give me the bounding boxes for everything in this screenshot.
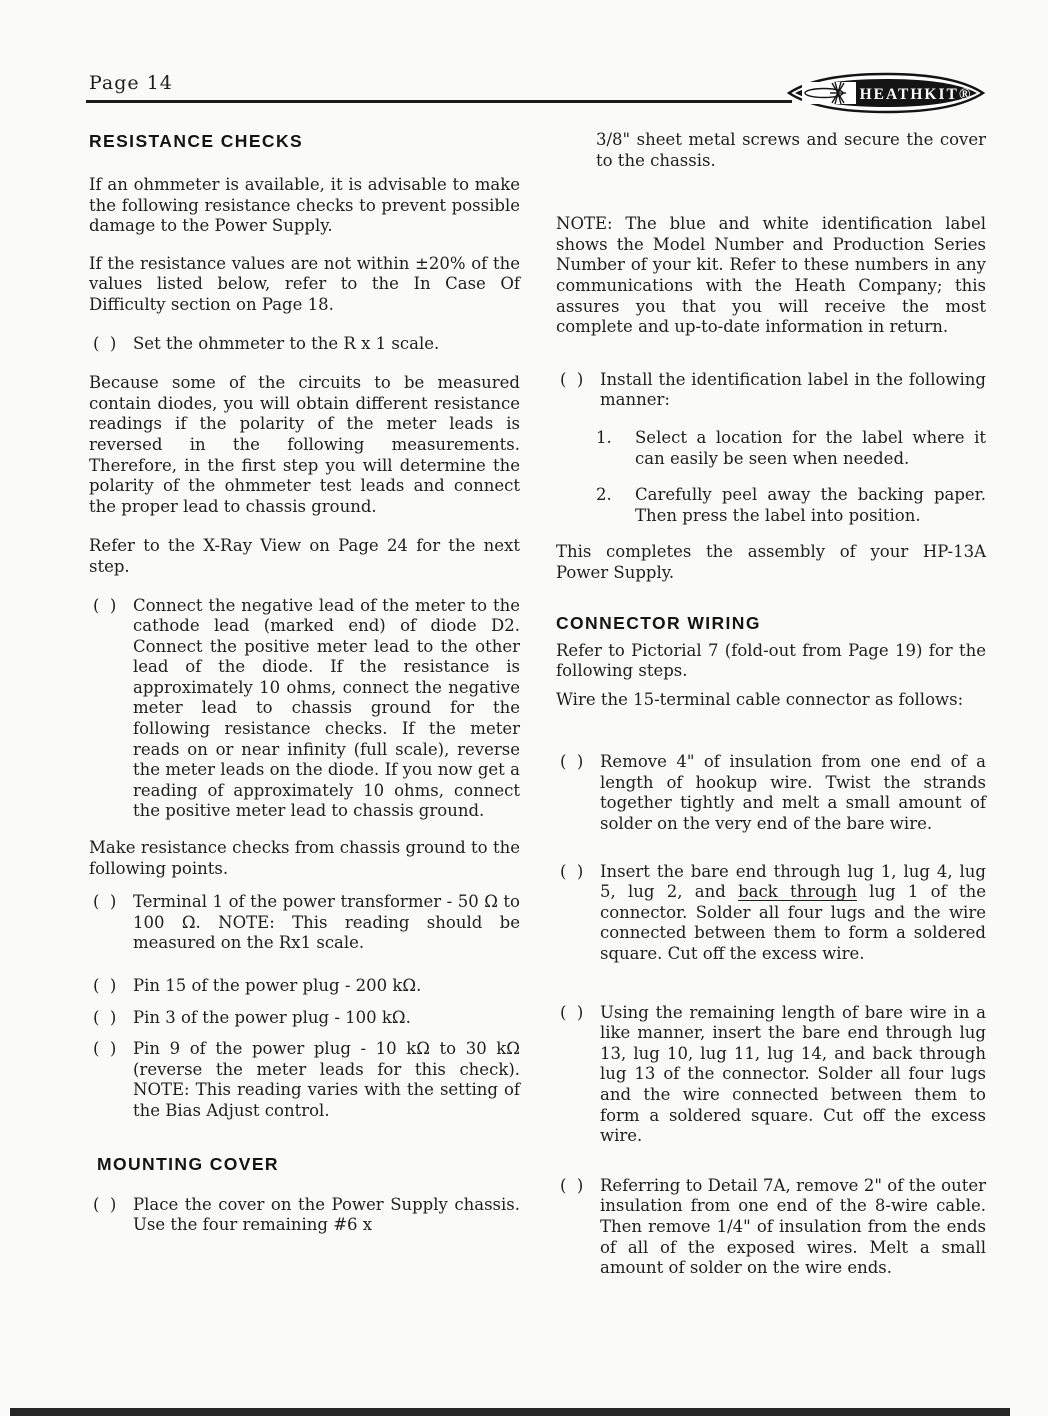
checklist-item: [556, 1176, 986, 1279]
numbered-item: [556, 428, 986, 469]
paragraph: Because some of the circuits to be measured contain diodes, you will obtain different resistance readings if the polarity of the meter leads is reversed in the following measurements. Therefore, in the first step you will determine the polarity of the ohmmeter test leads and connect the proper lead to chassis ground.: [89, 373, 520, 516]
checklist-item: [89, 976, 520, 997]
checkbox-marker: ( ): [93, 333, 117, 353]
heathkit-logo: [786, 70, 986, 116]
checklist-item-text: Terminal 1 of the power transformer - 50 Ω to 100 Ω. NOTE: This reading should be measured on the Rx1 scale.: [133, 892, 520, 953]
checklist-item-text: Remove 4" of insulation from one end of a length of hookup wire. Twist the strands together tightly and melt a small amount of solder on the very end of the bare wire.: [600, 752, 986, 834]
logo-brand-text: HEATHKIT®: [859, 86, 973, 103]
checklist-item-text: [600, 862, 986, 963]
checklist-continuation: 3/8" sheet metal screws and secure the cover to the chassis.: [596, 130, 986, 170]
page-bottom-bar: [10, 1408, 1010, 1416]
paragraph: Make resistance checks from chassis ground to the following points.: [89, 838, 520, 878]
checkbox-marker: ( ): [93, 892, 117, 912]
checkbox-marker: ( ): [93, 1007, 117, 1027]
paragraph: NOTE: The blue and white identification label shows the Model Number and Production Series Number of your kit. Refer to these numbers in any communications with the Heath Company; this assures you that you will receive the most complete and up-to-date information in return.: [556, 214, 986, 337]
paragraph: If an ohmmeter is available, it is advisable to make the following resistance checks to prevent possible damage to the Power Supply.: [89, 175, 520, 236]
checklist-item-text: Install the identification label in the following manner:: [600, 369, 986, 410]
page-number: Page 14: [89, 72, 173, 94]
numbered-item: [556, 485, 986, 526]
checklist-item: [556, 752, 986, 834]
checkbox-marker: ( ): [93, 1039, 117, 1059]
section-heading-resistance-checks: RESISTANCE CHECKS: [89, 131, 304, 151]
checklist-item-text: Pin 3 of the power plug - 100 kΩ.: [133, 1007, 411, 1027]
checklist-item-text: Referring to Detail 7A, remove 2" of the outer insulation from one end of the 8-wire cable. Then remove 1/4" of insulation from the ends of all of the exposed wires. Melt a small amount of solder on the wire ends.: [600, 1175, 986, 1278]
checklist-item: [556, 862, 986, 965]
right-column: [556, 130, 986, 1279]
checklist-item: [556, 1003, 986, 1147]
checklist-item-text: Place the cover on the Power Supply chassis. Use the four remaining #6 x: [133, 1194, 520, 1235]
checklist-item-text: Set the ohmmeter to the R x 1 scale.: [133, 333, 440, 353]
text-segment: Insert the bare end through lug 1, lug 4, lug 5, lug 2, and: [600, 861, 986, 902]
checkbox-marker: ( ): [93, 595, 117, 615]
paragraph: Refer to the X-Ray View on Page 24 for the next step.: [89, 536, 520, 576]
paragraph: This completes the assembly of your HP-13A Power Supply.: [556, 542, 986, 582]
checklist-item: [89, 1039, 520, 1121]
checklist-item: [89, 334, 520, 355]
section-heading-connector-wiring: CONNECTOR WIRING: [556, 612, 761, 633]
checklist-item: [89, 892, 520, 954]
checklist-item-text: Pin 15 of the power plug - 200 kΩ.: [133, 976, 422, 995]
paragraph: If the resistance values are not within ±20% of the values listed below, refer to the In Case Of Difficulty section on Page 18.: [89, 253, 520, 314]
checkbox-marker: ( ): [560, 369, 584, 389]
checklist-item-text: Pin 9 of the power plug - 10 kΩ to 30 kΩ (reverse the meter leads for this check). NOTE: This reading varies with the setting of the Bias Adjust control.: [133, 1039, 520, 1120]
checklist-item: [89, 1008, 520, 1029]
checklist-item-text: Using the remaining length of bare wire in a like manner, insert the bare end through lug 13, lug 10, lug 11, lug 14, and back through lug 13 of the connector. Solder all four lugs and the wire connected between them to form a soldered square. Cut off the excess wire.: [600, 1002, 986, 1146]
item-number: 1.: [596, 427, 612, 447]
checklist-item-text: Connect the negative lead of the meter to the cathode lead (marked end) of diode D2. Connect the positive meter lead to the other lead of the diode. If the resistance is approximately 10 ohms, connect the negative meter lead to chassis ground for the following resistance checks. If the meter reads on or near infinity (full scale), reverse the meter leads on the diode. If you now get a reading of approximately 10 ohms, connect the positive meter lead to chassis ground.: [133, 595, 520, 821]
checklist-item: [89, 596, 520, 823]
checkbox-marker: ( ): [560, 861, 584, 881]
text-segment: lug 1 of the connector. Solder all four lugs and the wire connected between them to form a soldered square. Cut off the excess wire.: [600, 882, 986, 964]
checkbox-marker: ( ): [560, 1002, 584, 1022]
numbered-item-text: Carefully peel away the backing paper. Then press the label into position.: [635, 485, 986, 525]
left-column: [89, 130, 520, 1236]
logo-emblem-panel: [802, 82, 856, 104]
checkbox-marker: ( ): [93, 1194, 117, 1214]
numbered-item-text: Select a location for the label where it can easily be seen when needed.: [635, 427, 986, 468]
checklist-item: [556, 370, 986, 411]
checklist-item: [89, 1195, 520, 1236]
item-number: 2.: [596, 485, 612, 505]
header-rule: [86, 100, 792, 103]
section-heading-mounting-cover: MOUNTING COVER: [97, 1153, 279, 1174]
checkbox-marker: ( ): [560, 752, 584, 772]
underlined-text-segment: back through: [738, 882, 857, 902]
checkbox-marker: ( ): [93, 976, 117, 995]
checkbox-marker: ( ): [560, 1175, 584, 1195]
paragraph: Refer to Pictorial 7 (fold-out from Page 19) for the following steps.: [556, 640, 986, 681]
paragraph: Wire the 15-terminal cable connector as follows:: [556, 689, 964, 709]
